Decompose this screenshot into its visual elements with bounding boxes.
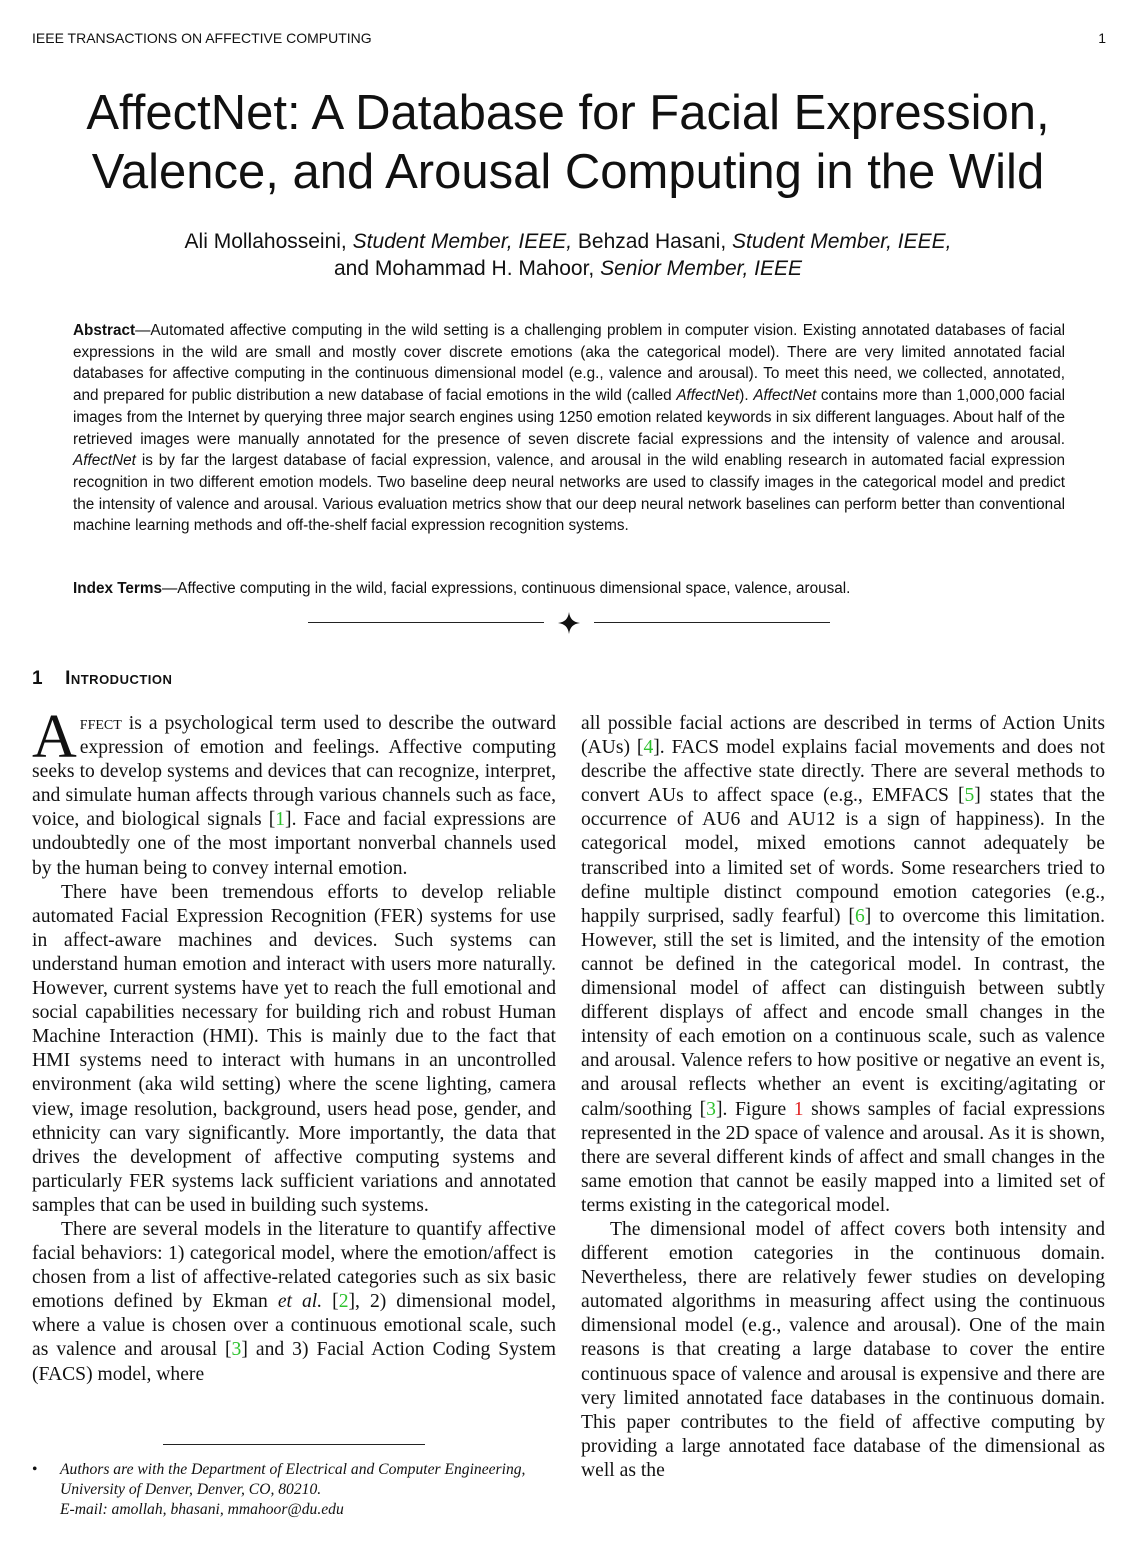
text-run: [ <box>322 1291 339 1313</box>
footnote-email: E-mail: amollah, bhasani, mmahoor@du.edu <box>60 1501 344 1518</box>
four-point-star-icon <box>556 610 582 636</box>
author-list <box>60 228 1076 282</box>
text-run: ], 2) dimensional model, where a value is chosen over a continuous emotional scale, such as valence and arousal [ <box>32 1291 556 1361</box>
abstract-text-2: ). <box>739 387 754 405</box>
text-run: ] states that the occurrence of AU6 and AU12 is a sign of happiness). In the categorical model, mixed emotions cannot adequately be transcribed into a limited set of words. Some researchers tried to define multiple distinct compound emotion categories (e.g., happily surprised, sadly fearful) [ <box>581 785 1105 927</box>
citation-link[interactable]: 5 <box>964 785 975 807</box>
citation-link[interactable]: 3 <box>706 1098 716 1120</box>
footnote <box>32 1460 556 1520</box>
author-3-name: and Mohammad H. Mahoor, <box>333 257 601 280</box>
footnote-affiliation: Authors are with the Department of Electrical and Computer Engineering, University of Denver, Denver, CO, 80210. <box>60 1461 526 1498</box>
right-column <box>581 712 1105 1483</box>
paragraph <box>581 712 1105 1218</box>
paragraph <box>32 1218 556 1387</box>
index-terms-label: Index Terms <box>73 580 162 597</box>
section-divider <box>308 610 830 636</box>
paragraph: There have been tremendous efforts to develop reliable automated Facial Expression Recognition (FER) systems for use in affect-aware machines and devices. Such systems can understand human emotion and interact with users more naturally. However, current systems have yet to reach the full emotional and social capabilities necessary for building rich and robust Human Machine Interaction (HMI). This is mainly due to the fact that HMI systems need to interact with humans in an uncontrolled environment (aka wild setting) where the scene lighting, camera view, image resolution, background, users head pose, gender, and ethnicity can vary significantly. More importantly, the data that drives the development of affective computing systems and particularly FER systems lack sufficient variations and annotated samples that can be used in building such systems. <box>32 881 556 1216</box>
text-run: is a psychological term used to describe the outward expression of emotion and feelings. Affective computing seeks to develop systems and devices that can recognize, interpret, and simulate human affects through various channels such as face, voice, and biological signals [ <box>32 713 556 831</box>
index-terms <box>73 578 1065 599</box>
title-line-1: AffectNet: A Database for Facial Expression, <box>86 86 1050 140</box>
author-1-name: Ali Mollahosseini, <box>184 230 353 253</box>
author-2-role: Student Member, IEEE, <box>732 230 952 253</box>
divider-line-right <box>594 622 830 623</box>
author-3-role: Senior Member, IEEE <box>600 257 803 280</box>
text-run: ]. FACS model explains facial movements and does not describe the affective state directly. There are several methods to convert AUs to affect space (e.g., EMFACS [ <box>581 737 1105 807</box>
text-run: shows samples of facial expressions represented in the 2D space of valence and arousal. As it is shown, there are several different kinds of affect and small changes in the same emotion that cannot be easily mapped into a limited set of terms existing in the categorical model. <box>581 1098 1105 1216</box>
text-run: ] to overcome this limitation. However, still the set is limited, and the intensity of the emotion cannot be defined in the categorical model. In contrast, the dimensional model of affect can distinguish between subtly different displays of affect and encode small changes in the intensity of each emotion on a continuous scale, such as valence and arousal. Valence refers to how positive or negative an event is, and arousal reflects whether an event is exciting/agitating or calm/soothing [ <box>581 905 1105 1120</box>
paragraph: The dimensional model of affect covers both intensity and different emotion categories in the continuous domain. Nevertheless, there are relatively fewer studies on developing automated algorithms in measuring affect using the continuous dimensional model (e.g., valence and arousal). One of the main reasons is that creating a large database to cover the entire continuous space of valence and arousal is expensive and there are very limited annotated face databases in the continuous domain. This paper contributes to the field of affective computing by providing a large annotated face database of the dimensional as well as the <box>581 1218 1105 1481</box>
page-number: 1 <box>1098 30 1106 46</box>
left-column <box>32 703 556 1387</box>
abstract-name-2: AffectNet <box>753 387 817 405</box>
section-number: 1 <box>32 668 44 689</box>
section-title: Introduction <box>65 668 173 689</box>
abstract-text-1: —Automated affective computing in the wild setting is a challenging problem in computer vision. Existing annotated databases of facial expressions in the wild are small and mostly cover discrete emotions (aka the categorical model). There are very limited annotated facial databases for affective computing in the continuous dimensional model (e.g., valence and arousal). To meet this need, we collected, annotated, and prepared for public distribution a new database of facial emotions in the wild (called <box>73 322 1065 405</box>
text-run: There are several models in the literature to quantify affective facial behaviors: 1) categorical model, where the emotion/affect is chosen from a list of affective-related categories such as six basic emotions defined by Ekman <box>32 1218 556 1313</box>
citation-link[interactable]: 3 <box>231 1339 242 1361</box>
index-terms-text: —Affective computing in the wild, facial expressions, continuous dimensional space, valence, arousal. <box>161 580 851 597</box>
citation-link[interactable]: 2 <box>338 1291 349 1313</box>
bullet-icon: • <box>32 1461 38 1478</box>
title-line-2: Valence, and Arousal Computing in the Wild <box>91 145 1045 199</box>
paper-title <box>40 84 1096 202</box>
text-run: ]. Face and facial expressions are undoubtedly one of the most important nonverbal channels used by the human being to convey internal emotion. <box>32 809 556 879</box>
text-run: ]. Figure <box>715 1098 794 1120</box>
text-run: all possible facial actions are described in terms of Action Units (AUs) [ <box>581 713 1105 759</box>
section-heading <box>32 668 172 690</box>
text-run: ] and 3) Facial Action Coding System (FACS) model, where <box>32 1339 556 1385</box>
lead-word: ffect <box>79 713 122 734</box>
author-2-name: Behzad Hasani, <box>572 230 732 253</box>
abstract-text-4: is by far the largest database of facial expression, valence, and arousal in the wild enabling research in automated facial expression recognition in two different emotion models. Two baseline deep neural networks are used to classify images in the categorical model and predict the intensity of valence and arousal. Various evaluation metrics show that our deep neural network baselines can perform better than conventional machine learning methods and off-the-shelf facial expression recognition systems. <box>73 452 1065 535</box>
abstract-text-3: contains more than 1,000,000 facial images from the Internet by querying three major search engines using 1250 emotion related keywords in six different languages. About half of the retrieved images were manually annotated for the presence of seven discrete facial expressions and the intensity of valence and arousal. <box>73 387 1065 448</box>
abstract <box>73 320 1065 537</box>
paragraph <box>32 703 556 881</box>
author-1-role: Student Member, IEEE, <box>352 230 573 253</box>
journal-name: IEEE TRANSACTIONS ON AFFECTIVE COMPUTING <box>32 30 372 46</box>
abstract-label: Abstract <box>73 322 136 339</box>
footnote-rule <box>163 1444 425 1445</box>
footnote-text <box>60 1460 556 1520</box>
abstract-name-1: AffectNet <box>676 387 740 405</box>
running-header <box>32 30 1106 50</box>
drop-cap: A <box>32 703 77 771</box>
figure-link[interactable]: 1 <box>793 1098 804 1120</box>
citation-link[interactable]: 6 <box>854 905 865 927</box>
citation-link[interactable]: 4 <box>643 737 654 759</box>
et-al: et al. <box>277 1291 323 1313</box>
divider-line-left <box>308 622 544 623</box>
citation-link[interactable]: 1 <box>275 809 286 831</box>
abstract-name-3: AffectNet <box>73 452 136 470</box>
